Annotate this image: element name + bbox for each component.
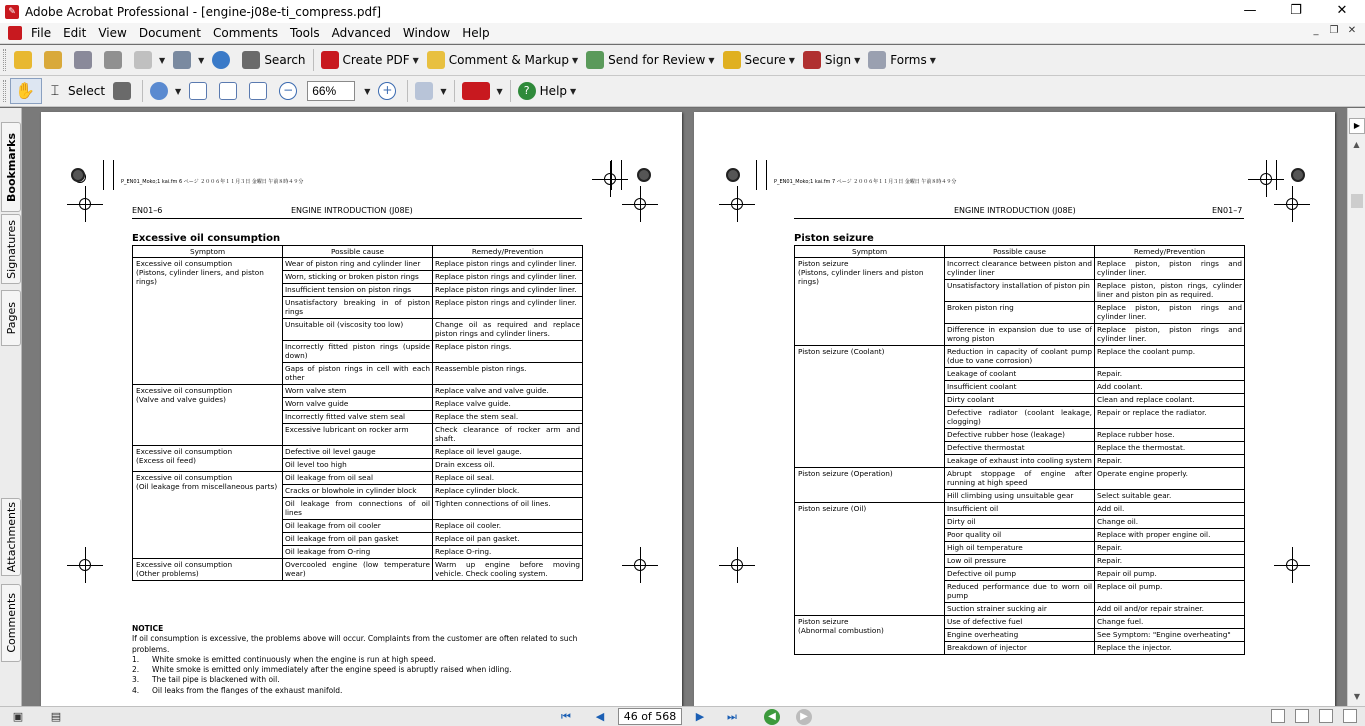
cause-cell: Difference in expansion due to use of wrong piston (945, 324, 1095, 346)
document-viewer[interactable] (22, 108, 1347, 706)
pdf-page-right (694, 112, 1335, 706)
cause-cell: Incorrect clearance between piston and cylinder liner (945, 258, 1095, 280)
camera-icon (113, 82, 131, 100)
remedy-cell: Repair. (1095, 555, 1245, 568)
snapshot-button[interactable] (109, 78, 139, 104)
cause-cell: Overcooled engine (low temperature wear) (283, 559, 433, 581)
scroll-down-icon[interactable]: ▼ (1353, 692, 1361, 701)
print-info: P_EN01_Moko;1 kai.fm 6 ページ ２００６年１１月３日 金曜日 午前８時４９分 (121, 179, 304, 185)
email-icon (134, 51, 152, 69)
column-header: Possible cause (945, 246, 1095, 258)
dropdown-arrow-icon: ▼ (854, 55, 861, 65)
status-bar (0, 706, 1365, 726)
table-row (133, 472, 583, 485)
select-tool-button[interactable] (42, 78, 109, 104)
menu-advanced[interactable]: Advanced (331, 26, 391, 40)
minus-icon: − (279, 82, 297, 100)
file-toolbar (0, 45, 1365, 76)
cause-cell: Engine overheating (945, 629, 1095, 642)
fit-page-button[interactable] (215, 78, 245, 104)
cause-cell: High oil temperature (945, 542, 1095, 555)
zoom-dropdown[interactable] (357, 78, 374, 104)
help-label: Help (539, 84, 568, 98)
crop-mark (75, 555, 95, 575)
table-row (795, 468, 1245, 490)
first-page-button[interactable]: ⏮ (561, 709, 571, 723)
acrobat-logo-icon: ✎ (5, 5, 19, 19)
print-info: P_EN01_Moko;1 kai.fm 7 ページ ２００６年１１月３日 金曜日 午前８時４９分 (774, 179, 957, 185)
create-pdf-button[interactable] (317, 47, 423, 73)
cause-cell: Hill climbing using unsuitable gear (945, 490, 1095, 503)
remedy-cell: Replace piston rings. (433, 341, 583, 363)
symptom-cell: Piston seizure (Coolant) (795, 346, 945, 468)
cause-cell: Oil leakage from oil cooler (283, 520, 433, 533)
cause-cell: Incorrectly fitted piston rings (upside down) (283, 341, 433, 363)
cut-line (621, 160, 622, 190)
dropdown-arrow-icon: ▼ (788, 55, 795, 65)
remedy-cell: Change fuel. (1095, 616, 1245, 629)
cause-cell: Defective rubber hose (leakage) (945, 429, 1095, 442)
menu-file[interactable]: File (31, 26, 52, 40)
toolbar-separator (454, 80, 455, 102)
cut-line (766, 160, 767, 190)
crop-mark (1282, 194, 1302, 214)
remedy-cell: Replace piston rings and cylinder liner. (433, 297, 583, 319)
remedy-cell: Replace oil seal. (433, 472, 583, 485)
remedy-cell: Clean and replace coolant. (1095, 394, 1245, 407)
remedy-cell: Add oil. (1095, 503, 1245, 516)
remedy-cell: Change oil. (1095, 516, 1245, 529)
select-label: Select (68, 84, 106, 98)
actual-size-button[interactable] (185, 78, 215, 104)
minimize-button[interactable]: — (1243, 3, 1257, 18)
forms-label: Forms (890, 53, 927, 67)
cause-cell: Abrupt stoppage of engine after running at high speed (945, 468, 1095, 490)
remedy-cell: Repair oil pump. (1095, 568, 1245, 581)
notice-item: 4. Oil leaks from the flanges of the exhaust manifold. (132, 685, 343, 695)
remedy-cell: Change oil as required and replace piston rings and cylinder liners. (433, 319, 583, 341)
page-number-field[interactable]: 46 of 568 (618, 708, 682, 725)
dropdown-arrow-icon: ▼ (929, 55, 936, 65)
pdf-page-left (41, 112, 682, 706)
print-button[interactable] (100, 47, 130, 73)
symptom-cell: Piston seizure (Abnormal combustion) (795, 616, 945, 655)
remedy-cell: Add coolant. (1095, 381, 1245, 394)
remedy-cell: Select suitable gear. (1095, 490, 1245, 503)
magnifier-icon (150, 82, 168, 100)
table-row (133, 559, 583, 581)
symptom-cell: Excessive oil consumption (Other problems) (133, 559, 283, 581)
zoom-in-button[interactable] (374, 78, 404, 104)
cause-cell: Excessive lubricant on rocker arm (283, 424, 433, 446)
header-rule (132, 218, 582, 219)
cause-cell: Oil leakage from connections of oil lines (283, 498, 433, 520)
remedy-cell: Operate engine properly. (1095, 468, 1245, 490)
menu-edit[interactable]: Edit (63, 26, 87, 40)
remedy-cell: Repair or replace the radiator. (1095, 407, 1245, 429)
paperclip-icon (173, 51, 191, 69)
notice-item: 3. The tail pipe is blackened with oil. (132, 675, 280, 685)
remedy-cell: See Symptom: "Engine overheating" (1095, 629, 1245, 642)
cause-cell: Dirty coolant (945, 394, 1095, 407)
globe-icon (212, 51, 230, 69)
remedy-cell: Add oil and/or repair strainer. (1095, 603, 1245, 616)
remedy-cell: Warm up engine before moving vehicle. Check cooling system. (433, 559, 583, 581)
cause-cell: Insufficient oil (945, 503, 1095, 516)
crop-mark (1282, 555, 1302, 575)
email-button[interactable] (130, 47, 169, 73)
remedy-cell: Replace oil level gauge. (433, 446, 583, 459)
hand-tool-button[interactable] (10, 78, 42, 104)
dropdown-arrow-icon: ▼ (364, 86, 371, 96)
send-review-label: Send for Review (608, 53, 706, 67)
table-row (795, 616, 1245, 629)
remedy-cell: Replace piston, piston rings, cylinder liner and piston pin as required. (1095, 280, 1245, 302)
continuous-facing-icon[interactable] (1343, 709, 1357, 723)
remedy-cell: Tighten connections of oil lines. (433, 498, 583, 520)
cause-cell: Worn valve stem (283, 385, 433, 398)
remedy-cell: Replace piston, piston rings and cylinder liner. (1095, 302, 1245, 324)
cause-cell: Breakdown of injector (945, 642, 1095, 655)
save-button[interactable] (70, 47, 100, 73)
cursor-icon: ⌶ (50, 83, 60, 99)
document-icon[interactable] (8, 26, 22, 40)
cause-cell: Worn, sticking or broken piston rings (283, 271, 433, 284)
dropdown-arrow-icon: ▼ (440, 86, 447, 96)
comment-icon (427, 51, 445, 69)
tab-pages[interactable]: Pages (1, 290, 21, 346)
tab-attachments[interactable]: Attachments (1, 498, 21, 576)
remedy-cell: Replace cylinder block. (433, 485, 583, 498)
secure-label: Secure (744, 53, 786, 67)
registration-dot (71, 168, 85, 182)
cause-cell: Defective radiator (coolant leakage, clogging) (945, 407, 1095, 429)
table-row (795, 346, 1245, 368)
help-icon: ? (518, 82, 536, 100)
remedy-cell: Replace piston, piston rings and cylinder liner. (1095, 324, 1245, 346)
header-rule (794, 218, 1244, 219)
cause-cell: Leakage of exhaust into cooling system (945, 455, 1095, 468)
registration-dot (637, 168, 651, 182)
cut-line (1276, 160, 1277, 190)
navigation-toolbar (0, 76, 1365, 107)
crop-mark (600, 169, 620, 189)
symptom-cell: Piston seizure (Pistons, cylinder liners and piston rings) (795, 258, 945, 346)
review-icon (586, 51, 604, 69)
column-header: Remedy/Prevention (1095, 246, 1245, 258)
crop-mark (75, 194, 95, 214)
remedy-cell: Replace valve guide. (433, 398, 583, 411)
cut-line (103, 160, 104, 190)
page-number: EN01–6 (132, 206, 163, 215)
cause-cell: Oil level too high (283, 459, 433, 472)
yahoo-search-button[interactable] (458, 78, 507, 104)
search-button[interactable] (238, 47, 309, 73)
fit-width-button[interactable] (245, 78, 275, 104)
crop-mark (727, 555, 747, 575)
continuous-icon[interactable] (1295, 709, 1309, 723)
cause-cell: Dirty oil (945, 516, 1095, 529)
open-button[interactable] (10, 47, 40, 73)
column-header: Possible cause (283, 246, 433, 258)
chapter-title: ENGINE INTRODUCTION (J08E) (291, 206, 413, 215)
remedy-cell: Replace the injector. (1095, 642, 1245, 655)
symptom-cell: Excessive oil consumption (Valve and valve guides) (133, 385, 283, 446)
cause-cell: Cracks or blowhole in cylinder block (283, 485, 433, 498)
print-icon (104, 51, 122, 69)
window-title: Adobe Acrobat Professional - [engine-j08e-ti_compress.pdf] (25, 4, 381, 19)
symptom-cell: Excessive oil consumption (Oil leakage from miscellaneous parts) (133, 472, 283, 559)
column-header: Symptom (133, 246, 283, 258)
remedy-cell: Replace oil pump. (1095, 581, 1245, 603)
comment-markup-label: Comment & Markup (448, 53, 570, 67)
restore-button[interactable]: ❐ (1290, 3, 1302, 18)
forms-icon (868, 51, 886, 69)
tab-signatures[interactable]: Signatures (1, 214, 21, 284)
single-page-icon[interactable] (1271, 709, 1285, 723)
table-row (133, 446, 583, 459)
column-header: Symptom (795, 246, 945, 258)
remedy-cell: Replace oil cooler. (433, 520, 583, 533)
remedy-cell: Replace the thermostat. (1095, 442, 1245, 455)
doc-restore-icon[interactable]: ❐ (1329, 25, 1339, 36)
notice-text: If oil consumption is excessive, the problems above will occur. Complaints from the customer are often related to such problems. (132, 634, 578, 654)
cause-cell: Poor quality oil (945, 529, 1095, 542)
table-row (133, 385, 583, 398)
remedy-cell: Repair. (1095, 455, 1245, 468)
create-pdf-label: Create PDF (342, 53, 410, 67)
cause-cell: Defective oil level gauge (283, 446, 433, 459)
help-button[interactable] (514, 78, 581, 104)
remedy-cell: Replace oil pan gasket. (433, 533, 583, 546)
cause-cell: Incorrectly fitted valve stem seal (283, 411, 433, 424)
previous-page-button[interactable]: ◀ (595, 709, 605, 723)
dropdown-arrow-icon: ▼ (496, 86, 503, 96)
notice-item: 1. White smoke is emitted continuously when the engine is run at high speed. (132, 654, 436, 664)
dropdown-arrow-icon: ▼ (708, 55, 715, 65)
page-size-icon[interactable]: ▤ (50, 709, 62, 723)
scroll-up-icon[interactable]: ▲ (1353, 140, 1360, 149)
symptom-cell: Piston seizure (Oil) (795, 503, 945, 616)
scrollbar-thumb[interactable] (1351, 194, 1363, 208)
remedy-cell: Replace O-ring. (433, 546, 583, 559)
plus-icon: + (378, 82, 396, 100)
close-button[interactable]: ✕ (1336, 3, 1348, 18)
symptom-cell: Excessive oil consumption (Pistons, cylinder liners, and piston rings) (133, 258, 283, 385)
chapter-title: ENGINE INTRODUCTION (J08E) (954, 206, 1076, 215)
remedy-cell: Check clearance of rocker arm and shaft. (433, 424, 583, 446)
toolbar-separator (142, 80, 143, 102)
toolbar-separator (510, 80, 511, 102)
cause-cell: Use of defective fuel (945, 616, 1095, 629)
menu-document[interactable]: Document (138, 26, 201, 40)
panel-toggle-icon[interactable]: ▣ (12, 709, 24, 723)
save-icon (74, 51, 92, 69)
search-label: Search (264, 53, 306, 67)
remedy-cell: Repair. (1095, 368, 1245, 381)
sign-label: Sign (824, 53, 852, 67)
binoculars-icon (242, 51, 260, 69)
cause-cell: Defective oil pump (945, 568, 1095, 581)
symptom-cell: Excessive oil consumption (Excess oil feed) (133, 446, 283, 472)
cause-cell: Unsuitable oil (viscosity too low) (283, 319, 433, 341)
cut-line (1266, 160, 1267, 190)
cause-cell: Defective thermostat (945, 442, 1095, 455)
dropdown-arrow-icon: ▼ (570, 86, 577, 96)
crop-mark (727, 194, 747, 214)
doc-close-icon[interactable]: ✕ (1347, 25, 1357, 36)
cut-line (756, 160, 757, 190)
column-header: Remedy/Prevention (433, 246, 583, 258)
toolbar-separator (313, 49, 314, 71)
remedy-cell: Replace piston rings and cylinder liner. (433, 258, 583, 271)
cause-cell: Worn valve guide (283, 398, 433, 411)
lock-icon (723, 51, 741, 69)
cause-cell: Insufficient tension on piston rings (283, 284, 433, 297)
next-page-side-button[interactable]: ▶ (1349, 118, 1365, 134)
remedy-cell: Replace with proper engine oil. (1095, 529, 1245, 542)
toolbar-separator (407, 80, 408, 102)
folder-open-icon (14, 51, 32, 69)
troubleshooting-table (794, 245, 1245, 655)
yahoo-icon (462, 82, 490, 100)
next-page-button[interactable]: ▶ (695, 709, 705, 723)
cause-cell: Unsatisfactory breaking in of piston rings (283, 297, 433, 319)
rotate-icon (415, 82, 433, 100)
page-number: EN01–7 (1212, 206, 1243, 215)
sign-button[interactable] (799, 47, 864, 73)
registration-dot (726, 168, 740, 182)
dropdown-arrow-icon: ▼ (198, 55, 205, 65)
cause-cell: Insufficient coolant (945, 381, 1095, 394)
notice-item: 2. White smoke is emitted only immediately after the engine speed is abruptly raised when idling. (132, 665, 512, 675)
cause-cell: Low oil pressure (945, 555, 1095, 568)
zoom-tool-button[interactable] (146, 78, 185, 104)
toolbar-grip[interactable] (3, 80, 6, 102)
zoom-input[interactable] (307, 81, 355, 101)
table-row (795, 503, 1245, 516)
section-title: Piston seizure (794, 233, 874, 244)
remedy-cell: Reassemble piston rings. (433, 363, 583, 385)
cause-cell: Suction strainer sucking air (945, 603, 1095, 616)
remedy-cell: Replace piston rings and cylinder liner. (433, 284, 583, 297)
remedy-cell: Replace the coolant pump. (1095, 346, 1245, 368)
notice-block (132, 624, 582, 696)
remedy-cell: Replace rubber hose. (1095, 429, 1245, 442)
comment-markup-button[interactable] (423, 47, 582, 73)
cause-cell: Oil leakage from oil pan gasket (283, 533, 433, 546)
send-review-button[interactable] (582, 47, 718, 73)
secure-button[interactable] (719, 47, 799, 73)
dropdown-arrow-icon: ▼ (412, 55, 419, 65)
vertical-scrollbar[interactable] (1347, 108, 1365, 706)
title-bar (0, 0, 1365, 23)
hand-icon: ✋ (15, 81, 35, 100)
cause-cell: Reduced performance due to worn oil pump (945, 581, 1095, 603)
remedy-cell: Repair. (1095, 542, 1245, 555)
previous-view-button[interactable]: ◀ (764, 709, 780, 725)
section-title: Excessive oil consumption (132, 233, 281, 244)
web-search-button[interactable] (208, 47, 238, 73)
remedy-cell: Replace valve and valve guide. (433, 385, 583, 398)
crop-mark (630, 555, 650, 575)
fit-page-icon (219, 82, 237, 100)
menu-help[interactable]: Help (462, 26, 490, 40)
registration-dot (1291, 168, 1305, 182)
menu-tools[interactable]: Tools (290, 26, 320, 40)
cause-cell: Oil leakage from oil seal (283, 472, 433, 485)
dropdown-arrow-icon: ▼ (175, 86, 182, 96)
last-page-button[interactable]: ⏭ (727, 709, 737, 723)
tab-comments[interactable]: Comments (1, 584, 21, 662)
cause-cell: Reduction in capacity of coolant pump (due to vane corrosion) (945, 346, 1095, 368)
forms-button[interactable] (864, 47, 940, 73)
cut-line (113, 160, 114, 190)
actual-size-icon (189, 82, 207, 100)
remedy-cell: Drain excess oil. (433, 459, 583, 472)
remedy-cell: Replace piston, piston rings and cylinder liner. (1095, 258, 1245, 280)
navigation-panel (0, 108, 22, 706)
symptom-cell: Piston seizure (Operation) (795, 468, 945, 503)
organizer-icon (44, 51, 62, 69)
tab-bookmarks[interactable]: Bookmarks (1, 122, 21, 212)
menu-window[interactable]: Window (402, 26, 451, 40)
organizer-button[interactable] (40, 47, 70, 73)
cause-cell: Unsatisfactory installation of piston pin (945, 280, 1095, 302)
notice-title: NOTICE (132, 624, 164, 633)
attach-button[interactable] (169, 47, 208, 73)
pen-icon (803, 51, 821, 69)
menu-comments[interactable]: Comments (213, 26, 279, 40)
remedy-cell: Replace piston rings and cylinder liner. (433, 271, 583, 284)
toolbar-grip[interactable] (3, 49, 6, 71)
remedy-cell: Replace the stem seal. (433, 411, 583, 424)
facing-icon[interactable] (1319, 709, 1333, 723)
create-pdf-icon (321, 51, 339, 69)
table-row (133, 258, 583, 271)
cause-cell: Leakage of coolant (945, 368, 1095, 381)
zoom-out-button[interactable] (275, 78, 305, 104)
crop-mark (630, 194, 650, 214)
cause-cell: Gaps of piston rings in cell with each other (283, 363, 433, 385)
cause-cell: Broken piston ring (945, 302, 1095, 324)
troubleshooting-table (132, 245, 583, 581)
fit-width-icon (249, 82, 267, 100)
next-view-button[interactable]: ▶ (796, 709, 812, 725)
menu-view[interactable]: View (98, 26, 127, 40)
dropdown-arrow-icon: ▼ (159, 55, 166, 65)
menu-bar (0, 23, 1365, 44)
table-row (795, 258, 1245, 280)
dropdown-arrow-icon: ▼ (572, 55, 579, 65)
cause-cell: Wear of piston ring and cylinder liner (283, 258, 433, 271)
cut-line (611, 160, 612, 190)
doc-minimize-icon[interactable]: _ (1313, 25, 1319, 36)
cause-cell: Oil leakage from O-ring (283, 546, 433, 559)
rotate-button[interactable] (411, 78, 450, 104)
